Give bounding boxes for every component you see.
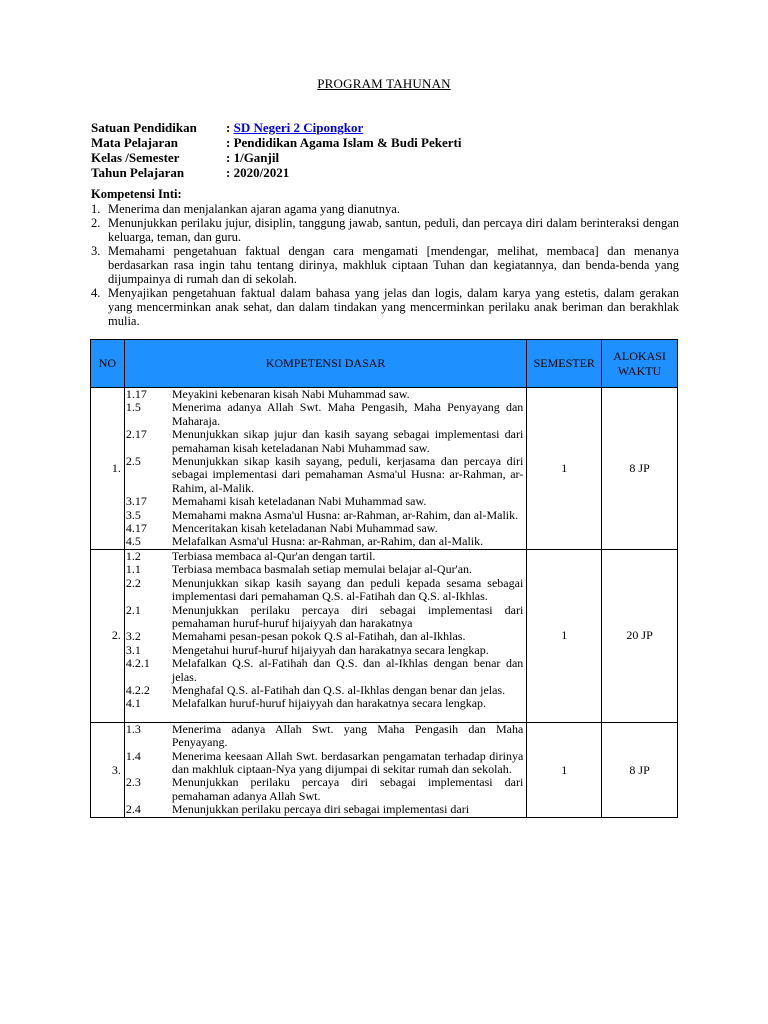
meta-value: : 1/Ganjil [226, 150, 280, 165]
kd-text: Menceritakan kisah keteladanan Nabi Muhammad saw. [171, 521, 438, 536]
row-number: 1. [91, 388, 125, 550]
ki-number: 4. [91, 286, 101, 300]
ki-text: Memahami pengetahuan faktual dengan cara mengamati [mendengar, melihat, membaca] dan menanya berdasarkan rasa ingin tahu tentang dirinya, makhluk ciptaan Tuhan dan kegiatannya, dan benda-benda yang dijumpainya di rumah dan di sekolah. [108, 244, 679, 286]
table-row [91, 388, 678, 550]
kd-text: Melafalkan Asma'ul Husna: ar-Rahman, ar-Rahim, dan al-Malik. [171, 534, 484, 549]
kd-code: 1.4 [125, 748, 141, 763]
kd-item [125, 535, 526, 548]
kd-text: Menunjukkan perilaku percaya diri sebagai implementasi dari [171, 802, 470, 817]
school-link[interactable]: SD Negeri 2 Cipongkor [233, 120, 364, 135]
semester-cell: 1 [527, 388, 602, 550]
kd-code: 4.2.1 [125, 656, 150, 671]
kd-text: Memahami kisah keteladanan Nabi Muhammad saw. [171, 494, 427, 509]
kd-item [125, 657, 526, 684]
header-semester: SEMESTER [527, 340, 602, 388]
kd-text: Melafalkan huruf-huruf hijaiyyah dan harakatnya secara lengkap. [171, 696, 487, 711]
meta-row-school [91, 120, 461, 135]
meta-label: Mata Pelajaran [91, 135, 179, 150]
kd-code: 1.17 [125, 387, 147, 401]
kd-code: 4.1 [125, 696, 141, 711]
kd-item [125, 495, 526, 508]
kd-item [125, 522, 526, 535]
meta-value-school[interactable]: : SD Negeri 2 Cipongkor [226, 120, 364, 135]
spacer [125, 711, 526, 722]
kd-code: 1.1 [125, 562, 141, 577]
meta-label: Satuan Pendidikan [91, 120, 197, 135]
kompetensi-dasar-cell [124, 722, 526, 817]
kd-item [125, 577, 526, 604]
kd-item [125, 644, 526, 657]
header-alokasi-waktu: ALOKASI WAKTU [602, 340, 678, 388]
kd-item [125, 428, 526, 455]
kd-item [125, 630, 526, 643]
kd-text: Menunjukkan sikap kasih sayang, peduli, kerjasama dan percaya diri sebagai implementasi dari pemahaman Asma'ul Husna: ar-Rahman, ar-Rahim, al-Malik. [171, 454, 524, 495]
kd-text: Melafalkan Q.S. al-Fatihah dan Q.S. dan al-Ikhlas dengan benar dan jelas. [171, 656, 524, 684]
meta-value: : Pendidikan Agama Islam & Budi Pekerti [226, 135, 462, 150]
ki-number: 3. [91, 244, 101, 258]
kd-code: 2.17 [125, 427, 147, 442]
kompetensi-inti-section [91, 187, 679, 328]
kd-code: 4.5 [125, 534, 141, 549]
document-meta [91, 120, 461, 180]
kd-text: Terbiasa membaca al-Qur'an dengan tartil. [171, 548, 376, 563]
alokasi-waktu-cell: 8 JP [602, 388, 678, 550]
kd-text: Menerima adanya Allah Swt. Maha Pengasih, Maha Penyayang dan Maharaja. [171, 400, 524, 428]
kd-text: Mengetahui huruf-huruf hijaiyyah dan harakatnya secara lengkap. [171, 642, 489, 657]
kd-text: Memahami makna Asma'ul Husna: ar-Rahman, ar-Rahim, dan al-Malik. [171, 507, 519, 522]
semester-cell: 1 [527, 722, 602, 817]
kd-code: 1.3 [125, 721, 141, 736]
kd-item [125, 401, 526, 428]
meta-label: Kelas /Semester [91, 150, 180, 165]
page-title: PROGRAM TAHUNAN [317, 76, 451, 91]
kompetensi-dasar-table [90, 339, 678, 818]
ki-item [91, 202, 679, 216]
kd-code: 3.5 [125, 507, 141, 522]
kompetensi-inti-heading: Kompetensi Inti: [91, 187, 182, 201]
kd-item [125, 697, 526, 710]
kd-code: 1.2 [125, 548, 141, 563]
table-header-row [91, 340, 678, 388]
meta-label: Tahun Pelajaran [91, 165, 185, 180]
ki-item [91, 216, 679, 244]
row-number: 2. [91, 549, 125, 722]
kd-text: Menunjukkan sikap kasih sayang dan peduli kepada sesama sebagai implementasi dari pemahaman Q.S. al-Fatihah dan Q.S. al-Ikhlas. [171, 575, 524, 604]
kd-item [125, 750, 526, 777]
kd-item [125, 723, 526, 750]
kompetensi-dasar-cell [124, 549, 526, 722]
kd-code: 2.1 [125, 602, 141, 617]
kd-code: 4.2.2 [125, 682, 150, 697]
kd-item [125, 803, 526, 816]
kd-item [125, 455, 526, 495]
kd-text: Menunjukkan perilaku percaya diri sebagai implementasi dari pemahaman huruf-huruf hijaiyyah dan harakatnya [171, 602, 524, 630]
header-no: NO [91, 340, 125, 388]
kd-code: 3.1 [125, 642, 141, 657]
meta-row-class [91, 150, 461, 165]
kd-code: 2.2 [125, 575, 141, 590]
kd-item [125, 388, 526, 401]
meta-row-year [91, 165, 461, 180]
kd-item [125, 550, 526, 563]
meta-value: : 2020/2021 [226, 165, 290, 180]
kd-code: 4.17 [125, 521, 147, 536]
kd-text: Menerima adanya Allah Swt. yang Maha Pengasih dan Maha Penyayang. [171, 721, 524, 750]
ki-number: 1. [91, 202, 101, 216]
ki-text: Menunjukkan perilaku jujur, disiplin, tanggung jawab, santun, peduli, dan percaya diri dalam berinteraksi dengan keluarga, teman, dan guru. [108, 216, 679, 244]
alokasi-waktu-cell: 20 JP [602, 549, 678, 722]
ki-text: Menerima dan menjalankan ajaran agama yang dianutnya. [108, 202, 400, 216]
ki-item [91, 244, 679, 286]
kd-code: 3.2 [125, 629, 141, 644]
header-kompetensi-dasar: KOMPETENSI DASAR [124, 340, 526, 388]
kd-item [125, 509, 526, 522]
ki-number: 2. [91, 216, 101, 230]
kd-code: 1.5 [125, 400, 141, 415]
kd-code: 2.3 [125, 775, 141, 790]
row-number: 3. [91, 722, 125, 817]
ki-item [91, 286, 679, 328]
kd-text: Menerima keesaan Allah Swt. berdasarkan pengamatan terhadap dirinya dan makhluk ciptaan-Nya yang dijumpai di sekitar rumah dan sekolah. [171, 748, 524, 776]
kompetensi-dasar-cell [124, 388, 526, 550]
kd-code: 2.5 [125, 454, 141, 469]
kd-code: 3.17 [125, 494, 147, 509]
semester-cell: 1 [527, 549, 602, 722]
kd-text: Terbiasa membaca basmalah setiap memulai belajar al-Qur'an. [171, 562, 473, 577]
kd-text: Meyakini kebenaran kisah Nabi Muhammad saw. [171, 387, 410, 401]
table-row [91, 722, 678, 817]
alokasi-waktu-cell: 8 JP [602, 722, 678, 817]
table-row [91, 549, 678, 722]
kd-code: 2.4 [125, 802, 141, 817]
kd-item [125, 776, 526, 803]
kd-item [125, 684, 526, 697]
kd-item [125, 563, 526, 576]
kd-text: Menunjukkan sikap jujur dan kasih sayang sebagai implementasi dari pemahaman kisah keteladanan Nabi Muhammad saw. [171, 427, 524, 455]
kd-text: Menghafal Q.S. al-Fatihah dan Q.S. al-Ikhlas dengan benar dan jelas. [171, 682, 506, 697]
kd-text: Menunjukkan perilaku percaya diri sebagai implementasi dari pemahaman adanya Allah Swt. [171, 775, 524, 803]
kd-item [125, 604, 526, 631]
meta-row-subject [91, 135, 461, 150]
kd-text: Memahami pesan-pesan pokok Q.S al-Fatihah, dan al-Ikhlas. [171, 629, 466, 644]
ki-text: Menyajikan pengetahuan faktual dalam bahasa yang jelas dan logis, dalam karya yang estetis, dalam gerakan yang mencerminkan anak sehat, dan dalam tindakan yang mencerminkan perilaku anak beriman dan berakhlak mulia. [108, 286, 679, 328]
